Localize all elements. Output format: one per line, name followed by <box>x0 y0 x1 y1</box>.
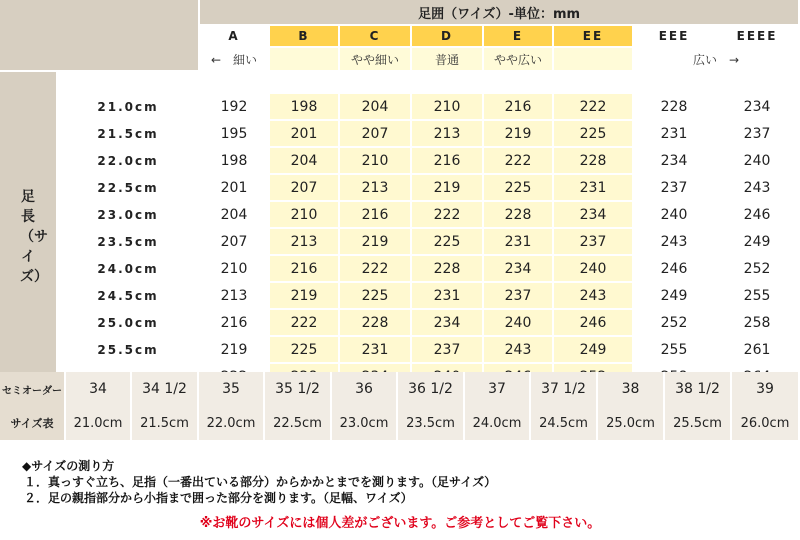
girth-value-cell: 213 <box>270 229 340 256</box>
semi-order-length-cell: 23.5cm <box>398 406 465 440</box>
semi-order-length-cell: 26.0cm <box>732 406 800 440</box>
width-header-b: B <box>270 26 340 48</box>
girth-value-cell: 213 <box>340 175 412 202</box>
table-row <box>0 310 800 337</box>
table-row <box>0 121 800 148</box>
semi-order-length-cell: 21.5cm <box>132 406 199 440</box>
girth-value-cell: 201 <box>270 121 340 148</box>
girth-value-cell: 246 <box>634 256 716 283</box>
girth-value-cell: 240 <box>716 148 800 175</box>
girth-value-cell: 225 <box>484 175 554 202</box>
semi-order-length-cell: 25.5cm <box>665 406 732 440</box>
semi-order-size-cell: 36 <box>332 372 398 406</box>
semi-order-length-cell: 24.5cm <box>531 406 598 440</box>
blank-label-cell <box>58 72 200 94</box>
girth-value-cell: 225 <box>270 337 340 364</box>
table-row <box>0 229 800 256</box>
girth-value-cell: 249 <box>554 337 634 364</box>
girth-value-cell: 255 <box>716 283 800 310</box>
girth-value-cell: 192 <box>200 94 270 121</box>
girth-value-cell: 231 <box>554 175 634 202</box>
semi-order-label: セミオーダー <box>0 372 66 406</box>
girth-value-cell: 219 <box>484 121 554 148</box>
girth-value-cell: 234 <box>634 148 716 175</box>
foot-length-cell: 21.0cm <box>58 94 200 121</box>
table-row <box>0 256 800 283</box>
girth-value-cell: 225 <box>554 121 634 148</box>
width-header-a: A <box>200 26 270 48</box>
girth-value-cell: 258 <box>716 310 800 337</box>
semi-order-length-cell: 24.0cm <box>465 406 531 440</box>
desc-slightly-narrow: やや細い <box>340 48 412 72</box>
girth-value-cell: 243 <box>554 283 634 310</box>
desc-narrow: ← 細い <box>200 48 270 72</box>
foot-length-cell: 22.0cm <box>58 148 200 175</box>
desc-normal: 普通 <box>412 48 484 72</box>
width-header-c: C <box>340 26 412 48</box>
desc-slightly-wide: やや広い <box>484 48 554 72</box>
semi-order-size-cell: 35 1/2 <box>265 372 332 406</box>
girth-value-cell: 219 <box>340 229 412 256</box>
girth-value-cell: 240 <box>484 310 554 337</box>
foot-length-cell: 25.5cm <box>58 337 200 364</box>
girth-value-cell: 228 <box>634 94 716 121</box>
girth-value-cell: 210 <box>412 94 484 121</box>
girth-value-cell: 213 <box>200 283 270 310</box>
girth-value-cell: 216 <box>412 148 484 175</box>
girth-value-cell: 216 <box>484 94 554 121</box>
girth-value-cell: 228 <box>340 310 412 337</box>
width-header-eee: EEE <box>634 26 716 48</box>
girth-value-cell: 234 <box>554 202 634 229</box>
semi-order-length-cell: 25.0cm <box>598 406 665 440</box>
foot-length-cell: 23.5cm <box>58 229 200 256</box>
semi-order-size-cell: 38 <box>598 372 665 406</box>
girth-value-cell: 225 <box>412 229 484 256</box>
girth-value-cell: 204 <box>270 148 340 175</box>
girth-value-cell: 222 <box>554 94 634 121</box>
girth-value-cell: 261 <box>716 337 800 364</box>
girth-value-cell: 255 <box>634 337 716 364</box>
desc-narrow-spacer <box>270 48 340 72</box>
girth-value-cell: 216 <box>340 202 412 229</box>
blank-spacer-row <box>200 72 800 94</box>
table-row <box>0 337 800 364</box>
semi-order-length-cell: 23.0cm <box>332 406 398 440</box>
girth-value-cell: 210 <box>200 256 270 283</box>
girth-value-cell: 246 <box>716 202 800 229</box>
foot-length-cell: 24.5cm <box>58 283 200 310</box>
semi-order-length-cell: 22.5cm <box>265 406 332 440</box>
semi-order-size-cell: 36 1/2 <box>398 372 465 406</box>
table-row <box>0 202 800 229</box>
girth-value-cell: 204 <box>340 94 412 121</box>
girth-value-cell: 228 <box>484 202 554 229</box>
semi-order-size-cell: 38 1/2 <box>665 372 732 406</box>
girth-value-cell: 219 <box>270 283 340 310</box>
foot-length-cell: 21.5cm <box>58 121 200 148</box>
girth-value-cell: 237 <box>554 229 634 256</box>
girth-value-cell: 231 <box>634 121 716 148</box>
table-row <box>0 94 800 121</box>
girth-value-cell: 237 <box>716 121 800 148</box>
girth-value-cell: 207 <box>270 175 340 202</box>
girth-value-cell: 222 <box>412 202 484 229</box>
girth-value-cell: 240 <box>554 256 634 283</box>
girth-value-cell: 231 <box>340 337 412 364</box>
foot-length-cell: 24.0cm <box>58 256 200 283</box>
semi-order-size-table <box>0 372 800 440</box>
girth-value-cell: 213 <box>412 121 484 148</box>
semi-order-length-cell: 21.0cm <box>66 406 132 440</box>
girth-value-cell: 237 <box>634 175 716 202</box>
semi-order-size-cell: 37 <box>465 372 531 406</box>
girth-value-cell: 207 <box>200 229 270 256</box>
girth-value-cell: 201 <box>200 175 270 202</box>
girth-value-cell: 243 <box>716 175 800 202</box>
semi-order-length-cell: 22.0cm <box>199 406 265 440</box>
girth-value-cell: 210 <box>270 202 340 229</box>
semi-order-size-cell: 35 <box>199 372 265 406</box>
notes-heading: ◆サイズの測り方 <box>22 459 115 473</box>
girth-value-cell: 243 <box>634 229 716 256</box>
width-header-eeee: EEEE <box>716 26 800 48</box>
girth-value-cell: 249 <box>716 229 800 256</box>
girth-value-cell: 237 <box>412 337 484 364</box>
semi-order-size-cell: 34 1/2 <box>132 372 199 406</box>
foot-length-cell: 22.5cm <box>58 175 200 202</box>
girth-value-cell: 198 <box>270 94 340 121</box>
desc-wide-spacer <box>554 48 634 72</box>
girth-value-cell: 216 <box>270 256 340 283</box>
girth-value-cell: 222 <box>340 256 412 283</box>
girth-value-cell: 252 <box>716 256 800 283</box>
table-row <box>0 283 800 310</box>
girth-value-cell: 225 <box>340 283 412 310</box>
width-header-d: D <box>412 26 484 48</box>
semi-order-size-cell: 39 <box>732 372 800 406</box>
girth-value-cell: 231 <box>412 283 484 310</box>
girth-value-cell: 234 <box>412 310 484 337</box>
girth-value-cell: 231 <box>484 229 554 256</box>
girth-value-cell: 234 <box>716 94 800 121</box>
foot-length-cell: 23.0cm <box>58 202 200 229</box>
girth-value-cell: 228 <box>412 256 484 283</box>
size-table-label: サイズ表 <box>0 406 66 440</box>
notes-line-1: １．真っすぐ立ち、足指（一番出ている部分）からかかとまでを測ります。（足サイズ） <box>24 475 497 489</box>
girth-value-cell: 237 <box>484 283 554 310</box>
table-row <box>0 148 800 175</box>
semi-order-length-row <box>0 406 800 440</box>
girth-value-cell: 210 <box>340 148 412 175</box>
girth-value-cell: 246 <box>554 310 634 337</box>
girth-value-cell: 243 <box>484 337 554 364</box>
warning-note: ※お靴のサイズには個人差がございます。ご参考としてご覧下さい。 <box>199 516 601 531</box>
girth-value-cell: 252 <box>634 310 716 337</box>
width-header-e: E <box>484 26 554 48</box>
semi-order-size-cell: 34 <box>66 372 132 406</box>
foot-length-label: 足長（サイズ） <box>0 72 58 403</box>
girth-value-cell: 249 <box>634 283 716 310</box>
semi-order-size-cell: 37 1/2 <box>531 372 598 406</box>
girth-value-cell: 195 <box>200 121 270 148</box>
girth-value-cell: 228 <box>554 148 634 175</box>
girth-value-cell: 204 <box>200 202 270 229</box>
girth-value-cell: 216 <box>200 310 270 337</box>
girth-value-cell: 207 <box>340 121 412 148</box>
girth-value-cell: 219 <box>412 175 484 202</box>
desc-wide: 広い → <box>634 48 800 72</box>
foot-length-cell: 25.0cm <box>58 310 200 337</box>
girth-value-cell: 240 <box>634 202 716 229</box>
girth-value-cell: 222 <box>484 148 554 175</box>
corner-cell <box>0 0 200 72</box>
girth-value-cell: 198 <box>200 148 270 175</box>
table-row <box>0 175 800 202</box>
width-header-ee: EE <box>554 26 634 48</box>
girth-value-cell: 219 <box>200 337 270 364</box>
semi-order-size-row <box>0 372 800 406</box>
notes-line-2: ２．足の親指部分から小指まで囲った部分を測ります。（足幅、ワイズ） <box>24 491 413 505</box>
girth-value-cell: 234 <box>484 256 554 283</box>
girth-value-cell: 222 <box>270 310 340 337</box>
measurement-notes <box>22 458 496 506</box>
table-title: 足囲（ワイズ）-単位：mm <box>200 0 800 26</box>
